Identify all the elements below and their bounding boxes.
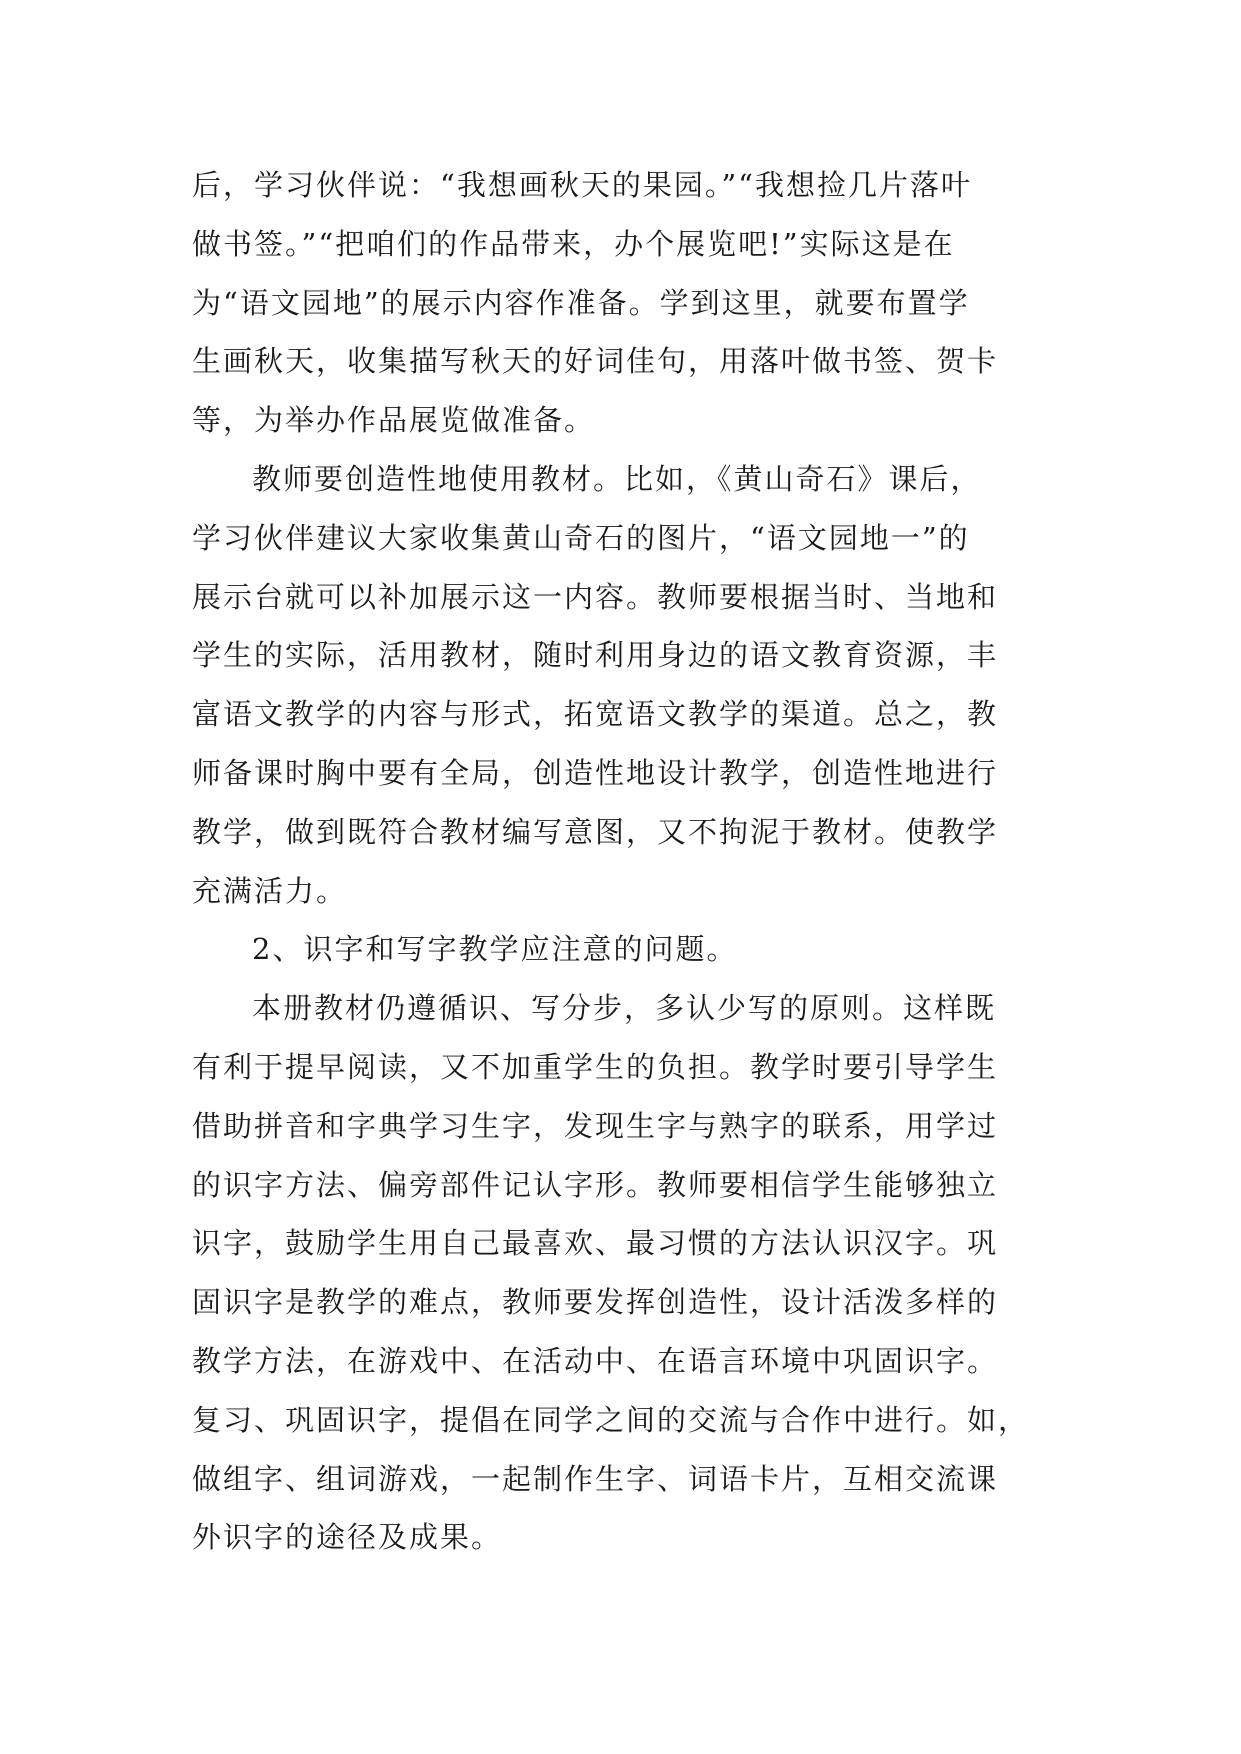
text-line: 做组字、组词游戏，一起制作生字、词语卡片，互相交流课 — [192, 1461, 999, 1496]
text-line: 后，学习伙伴说：“我想画秋天的果园。”“我想捡几片落叶 — [192, 168, 972, 202]
text-line: 复习、巩固识字，提倡在同学之间的交流与合作中进行。如， — [192, 1402, 1030, 1437]
section-heading: 2、识字和写字教学应注意的问题。 — [252, 932, 738, 967]
paragraph-start-line: 本册教材仍遵循识、写分步，多认少写的原则。这样既 — [252, 991, 997, 1026]
text-line: 教学，做到既符合教材编写意图，又不拘泥于教材。使教学 — [192, 814, 999, 849]
text-line: 有利于提早阅读，又不加重学生的负担。教学时要引导学生 — [192, 1049, 999, 1084]
text-line: 学习伙伴建议大家收集黄山奇石的图片，“语文园地一”的 — [192, 520, 970, 555]
body-text — [192, 156, 1052, 1567]
text-line: 生画秋天，收集描写秋天的好词佳句，用落叶做书签、贺卡 — [192, 344, 999, 379]
text-line: 充满活力。 — [192, 873, 348, 908]
text-line: 识字，鼓励学生用自己最喜欢、最习惯的方法认识汉字。巩 — [192, 1226, 999, 1261]
paragraph-start-line: 教师要创造性地使用教材。比如，《黄山奇石》课后， — [252, 461, 982, 496]
text-line: 外识字的途径及成果。 — [192, 1520, 503, 1555]
text-line: 做书签。”“把咱们的作品带来，办个展览吧!”实际这是在 — [192, 226, 955, 261]
text-line: 等，为举办作品展览做准备。 — [192, 403, 596, 438]
text-line: 师备课时胸中要有全局，创造性地设计教学，创造性地进行 — [192, 755, 999, 790]
text-line: 富语文教学的内容与形式，拓宽语文教学的渠道。总之，教 — [192, 697, 999, 732]
text-line: 的识字方法、偏旁部件记认字形。教师要相信学生能够独立 — [192, 1167, 999, 1202]
text-line: 展示台就可以补加展示这一内容。教师要根据当时、当地和 — [192, 579, 999, 614]
text-line: 学生的实际，活用教材，随时利用身边的语文教育资源，丰 — [192, 638, 999, 673]
text-line: 为“语文园地”的展示内容作准备。学到这里，就要布置学 — [192, 285, 970, 320]
text-line: 教学方法，在游戏中、在活动中、在语言环境中巩固识字。 — [192, 1343, 999, 1378]
text-line: 借助拼音和字典学习生字，发现生字与熟字的联系，用学过 — [192, 1108, 999, 1143]
text-line: 固识字是教学的难点，教师要发挥创造性，设计活泼多样的 — [192, 1285, 999, 1320]
